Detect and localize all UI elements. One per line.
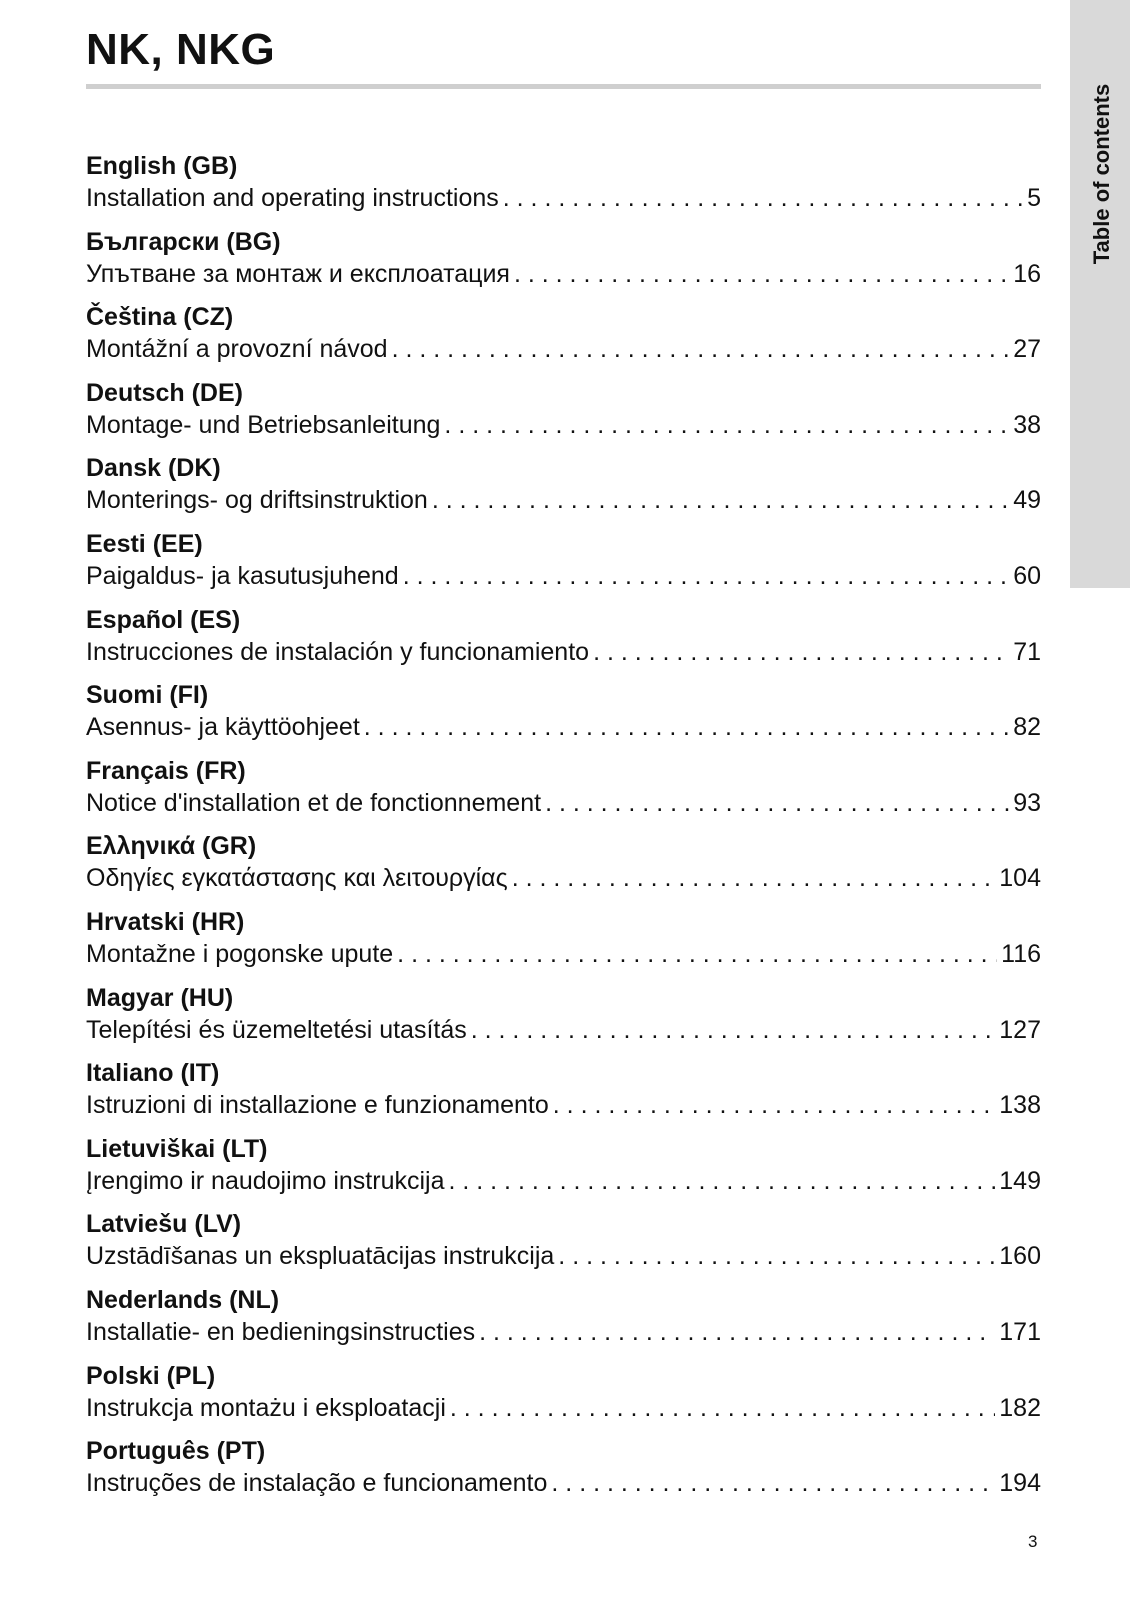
toc-line[interactable] <box>86 1240 1041 1272</box>
toc-language: Deutsch (DE) <box>86 378 243 407</box>
toc-entry-gr[interactable] <box>86 830 1041 906</box>
toc-page-number: 49 <box>1013 486 1041 515</box>
toc-language: Nederlands (NL) <box>86 1285 280 1314</box>
toc-entry-dk[interactable] <box>86 452 1041 528</box>
toc-line[interactable] <box>86 258 1041 290</box>
toc-line[interactable] <box>86 1014 1041 1046</box>
toc-entry-cz[interactable] <box>86 301 1041 377</box>
toc-leader <box>450 1392 995 1424</box>
toc-leader <box>553 1089 996 1121</box>
toc-leader <box>392 333 1010 365</box>
toc-line[interactable] <box>86 1089 1041 1121</box>
toc-title: Montage- und Betriebsanleitung <box>86 410 441 439</box>
toc-title: Instrucciones de instalación y funcionamiento <box>86 637 590 666</box>
toc-line[interactable] <box>86 636 1041 668</box>
toc-language: Polski (PL) <box>86 1361 216 1390</box>
toc-line[interactable] <box>86 938 1041 970</box>
toc-title: Упътване за монтаж и експлоатация <box>86 259 510 288</box>
toc-line[interactable] <box>86 1467 1041 1499</box>
toc-page-number: 194 <box>999 1469 1041 1498</box>
toc-entry-hu[interactable] <box>86 982 1041 1058</box>
toc-line[interactable] <box>86 333 1041 365</box>
toc-title: Instruções de instalação e funcionamento <box>86 1469 548 1498</box>
toc-entry-it[interactable] <box>86 1057 1041 1133</box>
toc-line[interactable] <box>86 409 1041 441</box>
toc-language: Dansk (DK) <box>86 454 221 483</box>
toc-leader <box>593 636 1009 668</box>
toc-leader <box>397 938 997 970</box>
toc-title: Installation and operating instructions <box>86 184 499 212</box>
toc-entry-pt[interactable] <box>86 1435 1041 1511</box>
toc-title: Įrengimo ir naudojimo instrukcija <box>86 1166 445 1195</box>
toc-language: Español (ES) <box>86 605 241 634</box>
toc-line[interactable] <box>86 711 1041 743</box>
toc-title: Notice d'installation et de fonctionnement <box>86 788 542 817</box>
toc-language: Ελληνικά (GR) <box>86 832 257 861</box>
toc-entry-ee[interactable] <box>86 528 1041 604</box>
toc-title: Installatie- en bedieningsinstructies <box>86 1317 476 1346</box>
title-divider <box>86 84 1041 89</box>
toc-page-number: 182 <box>999 1393 1041 1422</box>
toc-line[interactable] <box>86 484 1041 516</box>
table-of-contents <box>86 150 1041 1511</box>
toc-line[interactable] <box>86 182 1041 214</box>
toc-leader <box>551 1467 995 1499</box>
toc-entry-hr[interactable] <box>86 906 1041 982</box>
toc-language: Suomi (FI) <box>86 681 209 710</box>
toc-leader <box>479 1316 995 1348</box>
toc-leader <box>364 711 1009 743</box>
toc-language: Čeština (CZ) <box>86 303 234 332</box>
toc-leader <box>512 862 996 894</box>
toc-line[interactable] <box>86 1165 1041 1197</box>
toc-title: Paigaldus- ja kasutusjuhend <box>86 561 399 590</box>
toc-page-number: 171 <box>999 1317 1041 1346</box>
toc-page-number: 127 <box>999 1015 1041 1044</box>
toc-page-number: 93 <box>1013 788 1041 817</box>
side-tab-label: Table of contents <box>1089 83 1114 265</box>
toc-entry-pl[interactable] <box>86 1360 1041 1436</box>
toc-title: Uzstādīšanas un ekspluatācijas instrukcija <box>86 1242 555 1271</box>
toc-leader <box>558 1240 995 1272</box>
toc-language: Lietuviškai (LT) <box>86 1134 268 1163</box>
toc-language: Eesti (EE) <box>86 529 203 558</box>
toc-entry-de[interactable] <box>86 377 1041 453</box>
toc-leader <box>503 182 1023 214</box>
toc-language: Hrvatski (HR) <box>86 907 245 936</box>
toc-leader <box>432 484 1009 516</box>
toc-entry-lv[interactable] <box>86 1208 1041 1284</box>
toc-page-number: 116 <box>1001 939 1041 968</box>
toc-line[interactable] <box>86 1392 1041 1424</box>
toc-page-number: 138 <box>999 1091 1041 1120</box>
toc-title: Οδηγίες εγκατάστασης και λειτουργίας <box>86 864 508 893</box>
toc-entry-fr[interactable] <box>86 755 1041 831</box>
toc-language: Português (PT) <box>86 1437 266 1466</box>
toc-leader <box>448 1165 995 1197</box>
toc-page-number: 38 <box>1013 410 1041 439</box>
toc-page-number: 104 <box>999 864 1041 893</box>
page-number: 3 <box>1028 1532 1038 1551</box>
document-title: NK, NKG <box>86 25 276 74</box>
toc-page-number: 5 <box>1027 184 1041 212</box>
toc-line[interactable] <box>86 787 1041 819</box>
toc-title: Montážní a provozní návod <box>86 335 388 364</box>
toc-entry-gb[interactable] <box>86 150 1041 226</box>
toc-page-number: 160 <box>999 1242 1041 1271</box>
toc-entry-fi[interactable] <box>86 679 1041 755</box>
toc-page-number: 71 <box>1013 637 1041 666</box>
toc-leader <box>471 1014 996 1046</box>
toc-title: Asennus- ja käyttöohjeet <box>86 713 360 742</box>
toc-title: Monterings- og driftsinstruktion <box>86 486 428 515</box>
side-tab <box>1070 0 1130 588</box>
toc-leader <box>514 258 1009 290</box>
toc-page-number: 60 <box>1013 561 1041 590</box>
toc-language: Italiano (IT) <box>86 1059 220 1088</box>
toc-language: Français (FR) <box>86 756 246 785</box>
toc-title: Istruzioni di installazione e funzionamento <box>86 1091 549 1120</box>
toc-leader <box>545 787 1009 819</box>
toc-line[interactable] <box>86 862 1041 894</box>
toc-title: Montažne i pogonske upute <box>86 939 394 968</box>
toc-entry-nl[interactable] <box>86 1284 1041 1360</box>
toc-title: Telepítési és üzemeltetési utasítás <box>86 1015 467 1044</box>
toc-entry-es[interactable] <box>86 604 1041 680</box>
toc-page-number: 16 <box>1013 259 1041 288</box>
toc-entry-lt[interactable] <box>86 1133 1041 1209</box>
toc-page-number: 82 <box>1013 713 1041 742</box>
toc-page-number: 149 <box>999 1166 1041 1195</box>
toc-entry-bg[interactable] <box>86 226 1041 302</box>
toc-line[interactable] <box>86 1316 1041 1348</box>
toc-language: Latviešu (LV) <box>86 1210 242 1239</box>
toc-leader <box>444 409 1009 441</box>
toc-language: Magyar (HU) <box>86 983 234 1012</box>
toc-page-number: 27 <box>1013 335 1041 364</box>
toc-leader <box>403 560 1009 592</box>
toc-line[interactable] <box>86 560 1041 592</box>
toc-language: English (GB) <box>86 152 238 180</box>
toc-title: Instrukcja montażu i eksploatacji <box>86 1393 446 1422</box>
toc-language: Български (BG) <box>86 227 281 256</box>
